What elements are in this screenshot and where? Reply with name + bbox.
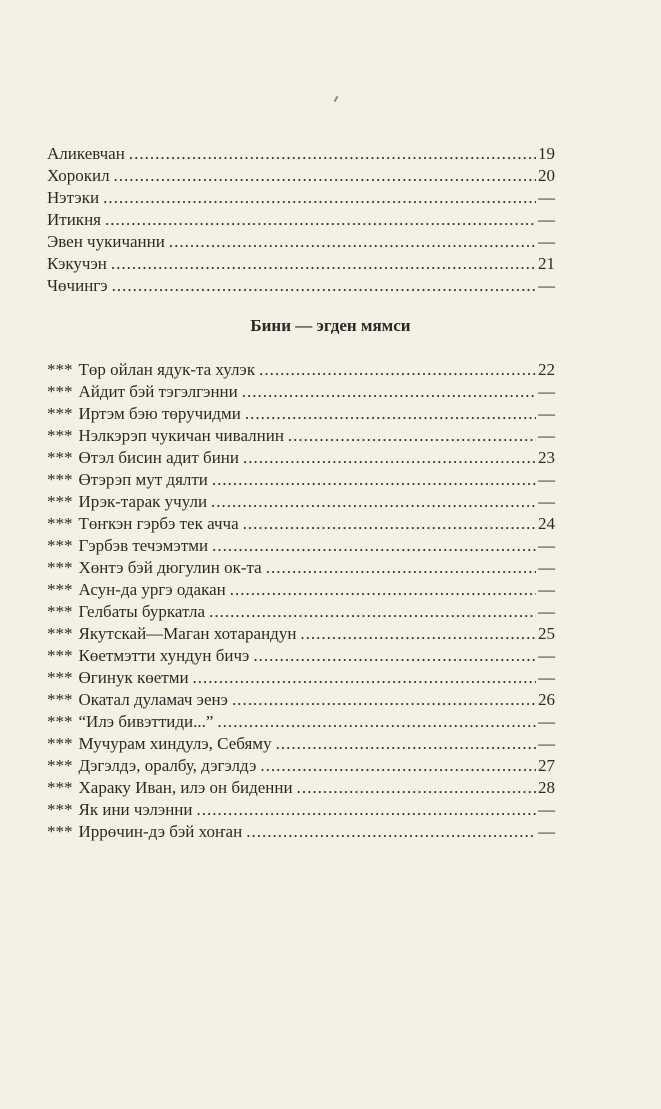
dot-leader [197,799,536,821]
entry-title: Иртэм бэю төручидми [78,404,241,423]
toc-entry [47,143,555,165]
entry-title: Иррөчин-дэ бэй хоҥан [78,822,243,841]
dot-leader [212,469,536,491]
entry-title: Өгинук көетми [78,668,189,687]
toc-entry [47,733,555,755]
entry-stars: *** [47,712,73,731]
entry-page: — [538,536,555,555]
toc-entry [47,755,555,777]
entry-title: Төр ойлан ядук-та хулэк [78,360,256,379]
toc-entry [47,447,555,469]
entry-page: 20 [538,166,555,185]
dot-leader [300,623,536,645]
entry-page: — [538,822,555,841]
entry-stars: *** [47,360,73,379]
entry-stars: *** [47,448,73,467]
dot-leader [114,165,536,187]
toc-entry [47,645,555,667]
toc-entry [47,253,555,275]
stray-mark [334,96,339,102]
entry-title: Дэгэлдэ, оралбу, дэгэлдэ [78,756,257,775]
entry-title: Мучурам хиндулэ, Себяму [78,734,272,753]
toc-entry [47,491,555,513]
toc-section-1 [47,143,555,297]
toc-entry [47,535,555,557]
toc-entry [47,821,555,843]
dot-leader [266,557,536,579]
toc-entry [47,403,555,425]
toc-entry [47,711,555,733]
dot-leader [260,755,536,777]
entry-page: — [538,800,555,819]
toc-entry [47,359,555,381]
toc-entry [47,579,555,601]
entry-page: — [538,210,555,229]
toc-entry [47,381,555,403]
entry-stars: *** [47,602,73,621]
entry-title: Гэрбэв течэмэтми [78,536,209,555]
entry-page: 19 [538,144,555,163]
toc-entry [47,209,555,231]
entry-stars: *** [47,800,73,819]
dot-leader [243,513,536,535]
section-heading: Бини — эгден мямси [250,316,411,335]
entry-title: Хөнтэ бэй дюгулин ок-та [78,558,262,577]
entry-title: Якутскай—Маган хотарандун [78,624,297,643]
entry-title: Өтэрэп мут дялти [78,470,208,489]
entry-page: — [538,426,555,445]
dot-leader [232,689,536,711]
toc-entry [47,187,555,209]
entry-page: — [538,712,555,731]
dot-leader [230,579,536,601]
entry-page: 23 [538,448,555,467]
entry-title: Өтэл бисин адит бини [78,448,240,467]
entry-title: Итикня [47,210,101,229]
entry-stars: *** [47,624,73,643]
entry-page: — [538,734,555,753]
entry-stars: *** [47,536,73,555]
entry-page: — [538,668,555,687]
toc-entry [47,799,555,821]
entry-page: 28 [538,778,555,797]
toc-entry [47,601,555,623]
entry-title: Ирэк-тарак учули [78,492,208,511]
dot-leader [105,209,536,231]
dot-leader [288,425,536,447]
entry-page: — [538,404,555,423]
entry-stars: *** [47,470,73,489]
entry-page: 27 [538,756,555,775]
entry-page: — [538,580,555,599]
entry-title: Кэкучэн [47,254,107,273]
entry-page: — [538,382,555,401]
entry-page: — [538,188,555,207]
entry-stars: *** [47,756,73,775]
entry-title: Көетмэтти хундун бичэ [78,646,250,665]
entry-page: — [538,492,555,511]
entry-stars: *** [47,734,73,753]
dot-leader [217,711,536,733]
dot-leader [169,231,536,253]
toc-entry [47,689,555,711]
entry-title: Аликевчан [47,144,125,163]
entry-title: Айдит бэй тэгэлгэнни [78,382,238,401]
entry-page: — [538,558,555,577]
entry-title: Як ини чэлэнни [78,800,193,819]
toc-entry [47,667,555,689]
dot-leader [212,535,536,557]
entry-title: Окатал дуламач эенэ [78,690,228,709]
entry-page: 24 [538,514,555,533]
toc-entry [47,425,555,447]
entry-title: Гелбаты буркатла [78,602,206,621]
dot-leader [245,403,536,425]
entry-stars: *** [47,690,73,709]
dot-leader [103,187,536,209]
entry-stars: *** [47,822,73,841]
entry-stars: *** [47,382,73,401]
toc-entry [47,469,555,491]
dot-leader [246,821,536,843]
toc-entry [47,165,555,187]
entry-stars: *** [47,668,73,687]
entry-title: Хараку Иван, илэ он биденни [78,778,293,797]
dot-leader [111,253,536,275]
entry-page: — [538,276,555,295]
entry-title: Хорокил [47,166,110,185]
entry-stars: *** [47,514,73,533]
entry-stars: *** [47,558,73,577]
dot-leader [193,667,536,689]
toc-entry [47,275,555,297]
toc-entry [47,557,555,579]
toc-entry [47,513,555,535]
entry-title: Эвен чукичанни [47,232,165,251]
entry-stars: *** [47,426,73,445]
toc-entry [47,623,555,645]
entry-title: Чөчингэ [47,276,108,295]
toc-section-2 [47,359,555,843]
dot-leader [211,491,536,513]
entry-page: — [538,470,555,489]
entry-page: 21 [538,254,555,273]
entry-stars: *** [47,580,73,599]
dot-leader [242,381,536,403]
entry-title: “Илэ бивэттиди...” [78,712,214,731]
dot-leader [209,601,536,623]
entry-title: Төҥкэн гэрбэ тек ачча [78,514,239,533]
entry-page: 25 [538,624,555,643]
dot-leader [112,275,536,297]
entry-stars: *** [47,778,73,797]
entry-page: 26 [538,690,555,709]
entry-page: — [538,646,555,665]
entry-title: Нэлкэрэп чукичан чивалнин [78,426,284,445]
entry-title: Асун-да ургэ одакан [78,580,226,599]
entry-page: — [538,232,555,251]
dot-leader [259,359,536,381]
dot-leader [243,447,536,469]
entry-stars: *** [47,404,73,423]
dot-leader [276,733,536,755]
entry-title: Нэтэки [47,188,100,207]
entry-page: 22 [538,360,555,379]
dot-leader [129,143,536,165]
dot-leader [297,777,536,799]
toc-entry [47,231,555,253]
entry-stars: *** [47,492,73,511]
toc-entry [47,777,555,799]
dot-leader [253,645,536,667]
entry-page: — [538,602,555,621]
entry-stars: *** [47,646,73,665]
